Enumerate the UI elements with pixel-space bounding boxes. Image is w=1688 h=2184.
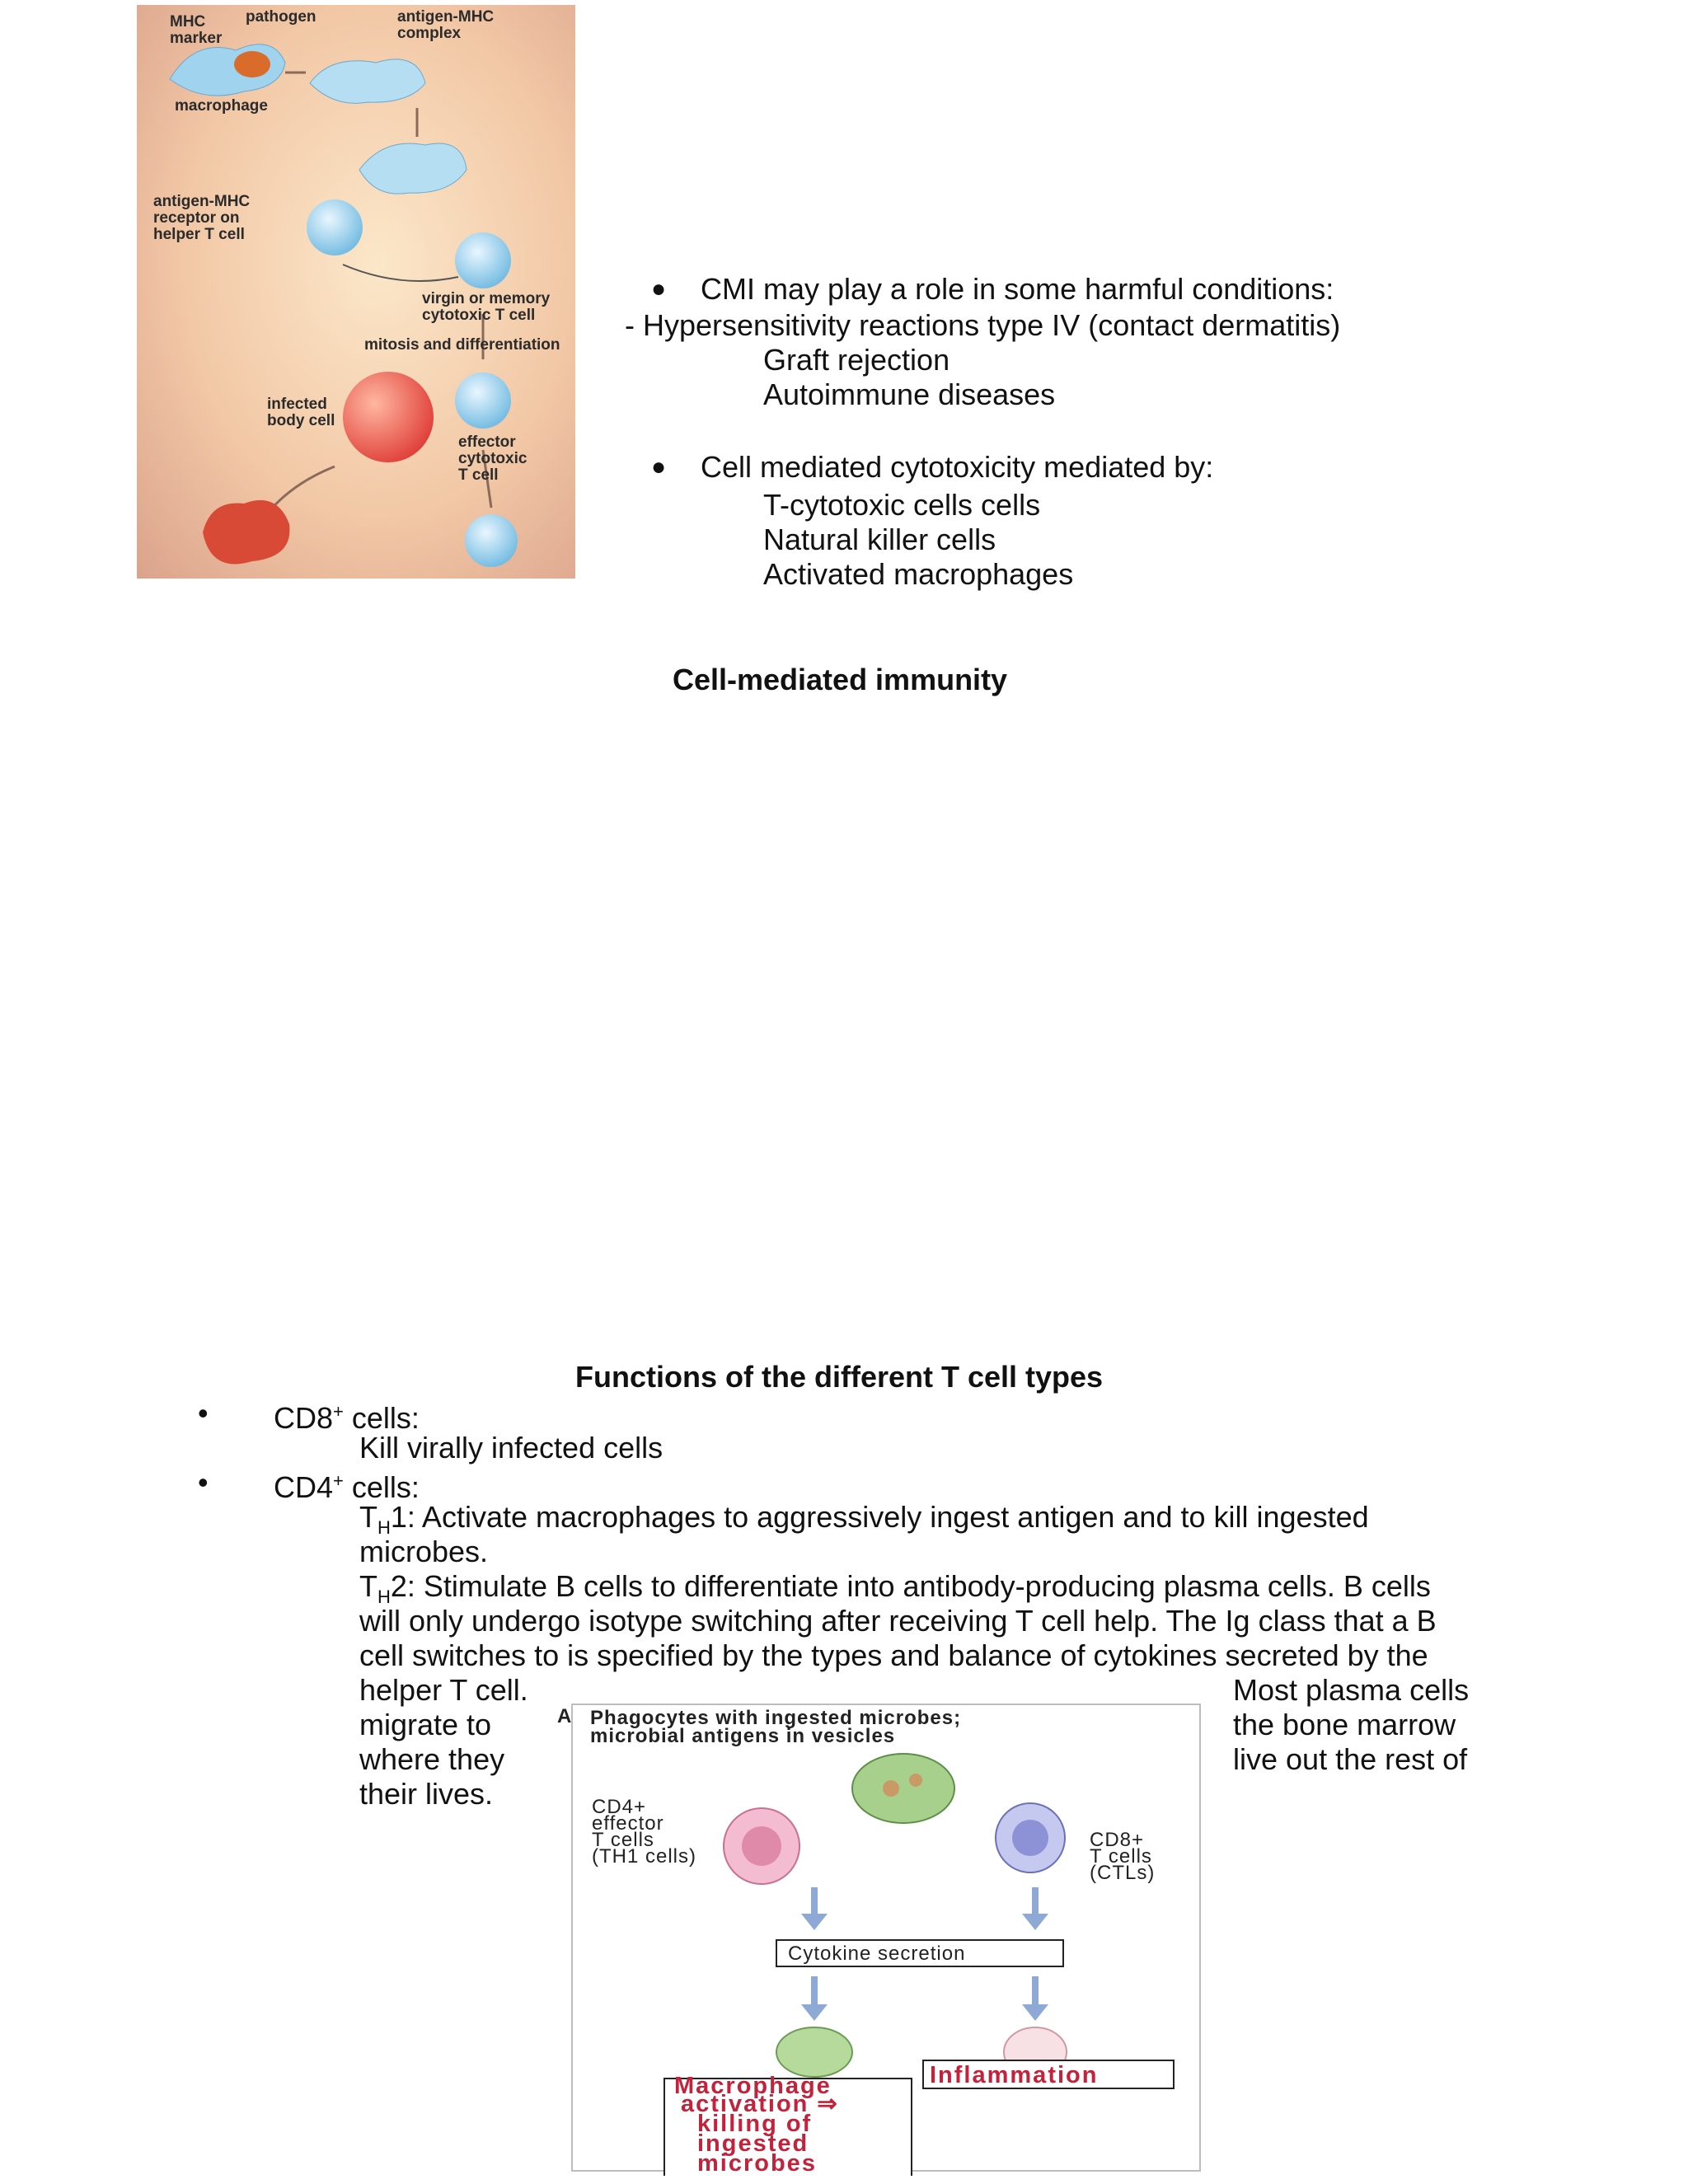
cd4-label-1: CD4+ (592, 1796, 647, 1818)
label-virgin-1: virgin or memory (422, 290, 551, 307)
microbe-shape-2 (909, 1774, 922, 1787)
th2-line-5-right: the bone marrow (1233, 1708, 1456, 1741)
cytotoxic-t-cell-shape (455, 232, 511, 288)
cd8-desc: Kill virally infected cells (359, 1431, 663, 1465)
cd4-label-2: effector (592, 1812, 664, 1835)
cd4-label-4: (TH1 cells) (592, 1845, 697, 1868)
cmi-line-autoimmune: Autoimmune diseases (763, 377, 1056, 411)
cd8-label-2: T cells (1090, 1845, 1152, 1868)
label-receptor-1: antigen-MHC (153, 193, 251, 210)
label-infected-2: body cell (267, 412, 335, 429)
bullet-dot-cd8: • (198, 1396, 209, 1430)
functions-heading: Functions of the different T cell types (575, 1360, 1104, 1394)
th2-line: $T_H2$: Stimulate B cells to differentiate into antibody-producing plasma cells. B cells (359, 1569, 1431, 1608)
th2-line-3: cell switches to is specified by the types and balance of cytokines secreted by the (359, 1638, 1428, 1672)
th1-line-2: microbes. (359, 1535, 489, 1568)
label-macrophage: macrophage (175, 97, 268, 115)
th1-line: $T_H1$: Activate macrophages to aggressively ingest antigen and to kill ingested (359, 1500, 1369, 1539)
label-effector-3: T cell (458, 466, 499, 484)
label-mhc-marker: MHC (170, 13, 206, 30)
th2-line-4-right: Most plasma cells (1233, 1673, 1470, 1707)
cmi-sub-nk: Natural killer cells (763, 523, 996, 556)
label-pathogen: pathogen (246, 8, 316, 26)
cmi-sub-macrophages: Activated macrophages (763, 557, 1074, 591)
figure-caption: Cell-mediated immunity (673, 663, 1008, 696)
inflammation-label: Inflammation (930, 2062, 1099, 2088)
label-effector-2: cytotoxic (458, 450, 528, 467)
cd4-nucleus-shape (742, 1826, 781, 1866)
th2-line-2: will only undergo isotype switching after receiving T cell help. The Ig class that a B (359, 1604, 1437, 1638)
microbe-shape (883, 1780, 899, 1797)
th2-line-6-right: live out the rest of (1233, 1742, 1468, 1776)
label-receptor-2: receptor on (153, 209, 240, 227)
label-effector-1: effector (458, 434, 516, 451)
infected-cell-shape (343, 372, 434, 462)
figure-title-1: Phagocytes with ingested microbes; (590, 1707, 962, 1729)
cmi-line-graft: Graft rejection (763, 343, 950, 377)
cmi-line-hypersensitivity: - Hypersensitivity reactions type IV (contact dermatitis) (625, 308, 1341, 342)
label-virgin-2: cytotoxic T cell (422, 307, 536, 324)
panel-letter: A (557, 1705, 573, 1727)
th2-line-5-left: migrate to (359, 1708, 492, 1741)
macro-box-1: Macrophage (674, 2073, 832, 2099)
th2-line-6-left: where they (359, 1742, 505, 1776)
effector-t-cell-shape (455, 373, 511, 429)
pathogen-shape (234, 51, 270, 77)
label-infected-1: infected (267, 396, 327, 413)
cd8-nucleus-shape (1012, 1820, 1048, 1856)
label-antigen-mhc: antigen-MHC (397, 8, 495, 26)
bullet-dot-2: ● (651, 453, 667, 480)
t-cell-functions-figure (557, 1698, 1205, 2176)
cd8-label: CD8+ cells: (274, 1401, 420, 1435)
helper-t-cell-shape (307, 199, 363, 255)
bullet-dot-cd4: • (198, 1465, 209, 1499)
cell-mediated-immunity-figure (137, 5, 575, 579)
macro-box-5: microbes (697, 2150, 817, 2176)
bullet-dot: ● (651, 275, 667, 302)
label-receptor-3: helper T cell (153, 226, 245, 243)
activated-macrophage-shape (776, 2027, 852, 2077)
label-mhc-marker-2: marker (170, 30, 223, 47)
macro-box-4: ingested (697, 2130, 809, 2157)
macro-box-2: activation ⇒ (681, 2091, 839, 2117)
macro-box-3: killing of (697, 2111, 813, 2137)
cd4-label-3: T cells (592, 1829, 654, 1851)
figure-title-2: microbial antigens in vesicles (590, 1725, 896, 1747)
cmi-bullet-1: CMI may play a role in some harmful conditions: (701, 272, 1334, 306)
label-antigen-mhc-2: complex (397, 25, 462, 42)
phagocyte-shape (852, 1754, 954, 1823)
cd8-label-3: (CTLs) (1090, 1862, 1156, 1884)
label-mitosis: mitosis and differentiation (364, 336, 560, 354)
cmi-bullet-2: Cell mediated cytotoxicity mediated by: (701, 450, 1214, 484)
th2-line-4-left: helper T cell. (359, 1673, 528, 1707)
effector-t-cell-shape-2 (465, 514, 518, 567)
cd8-label-1: CD8+ (1090, 1829, 1145, 1851)
cytokine-label: Cytokine secretion (788, 1943, 966, 1965)
th2-line-7-left: their lives. (359, 1777, 494, 1811)
cd4-label: CD4+ cells: (274, 1470, 420, 1504)
cmi-sub-tcytotoxic: T-cytotoxic cells cells (763, 488, 1041, 522)
